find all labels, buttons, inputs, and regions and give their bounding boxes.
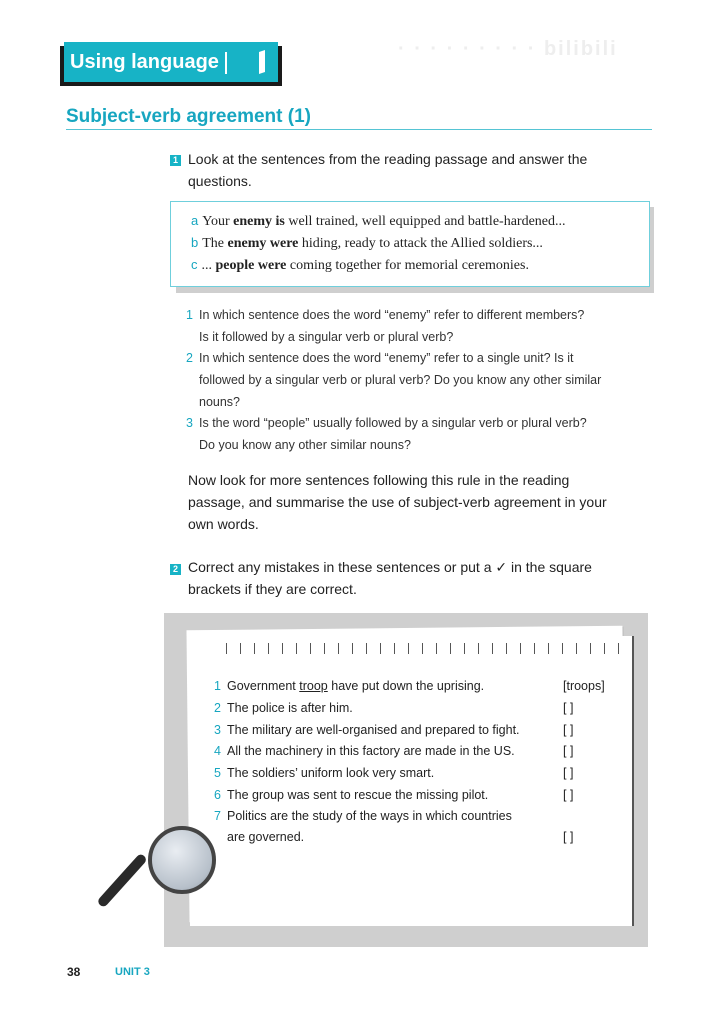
answer-bracket-6[interactable]: [ ] bbox=[563, 788, 574, 802]
answer-bracket-3[interactable]: [ ] bbox=[563, 723, 574, 737]
magnifier-handle bbox=[96, 853, 148, 909]
summary-line-1: Now look for more sentences following this rule in the reading bbox=[188, 472, 570, 488]
watermark: · · · · · · · · · bilibili bbox=[398, 38, 618, 60]
question-2-line-3: nouns? bbox=[199, 395, 241, 409]
exercise-item-2: 2 The police is after him. bbox=[214, 701, 353, 715]
banner-divider bbox=[225, 52, 227, 74]
page-number: 38 bbox=[67, 965, 81, 979]
task-2-instruction-2: brackets if they are correct. bbox=[188, 581, 357, 597]
summary-line-3: own words. bbox=[188, 516, 259, 532]
magnifying-glass-icon bbox=[148, 826, 216, 894]
exercise-item-4: 4 All the machinery in this factory are made in the US. bbox=[214, 744, 515, 758]
task-2-number: 2 bbox=[170, 564, 181, 575]
answer-bracket-1[interactable]: [troops] bbox=[563, 679, 605, 693]
answer-bracket-2[interactable]: [ ] bbox=[563, 701, 574, 715]
exercise-item-5: 5 The soldiers’ uniform look very smart. bbox=[214, 766, 435, 780]
section-banner bbox=[64, 42, 278, 82]
exercise-item-6: 6 The group was sent to rescue the missing pilot. bbox=[214, 788, 489, 802]
task-1-number: 1 bbox=[170, 155, 181, 166]
question-3-line-1: 3 Is the word “people” usually followed by a singular verb or plural verb? bbox=[186, 416, 587, 430]
answer-bracket-4[interactable]: [ ] bbox=[563, 744, 574, 758]
question-1-line-1: 1 In which sentence does the word “enemy” refer to different members? bbox=[186, 308, 585, 322]
section-title: Subject-verb agreement (1) bbox=[66, 106, 311, 127]
summary-line-2: passage, and summarise the use of subject-verb agreement in your bbox=[188, 494, 607, 510]
sentence-box bbox=[170, 201, 650, 287]
sentence-c: c ... people were coming together for memorial ceremonies. bbox=[191, 257, 529, 273]
question-3-line-2: Do you know any other similar nouns? bbox=[199, 438, 411, 452]
task-1-instruction-1: Look at the sentences from the reading passage and answer the bbox=[188, 151, 588, 167]
exercise-item-3: 3 The military are well-organised and prepared to fight. bbox=[214, 723, 520, 737]
task-1-instruction-2: questions. bbox=[188, 173, 252, 189]
exercise-item-7: 7 Politics are the study of the ways in which countries bbox=[214, 809, 512, 823]
notebook-binding bbox=[226, 643, 626, 655]
unit-label: UNIT 3 bbox=[115, 966, 150, 978]
question-1-line-2: Is it followed by a singular verb or plural verb? bbox=[199, 330, 454, 344]
pencil-icon bbox=[259, 50, 265, 74]
exercise-item-7-line-2: are governed. bbox=[227, 830, 305, 844]
answer-bracket-5[interactable]: [ ] bbox=[563, 766, 574, 780]
task-2-instruction-1: Correct any mistakes in these sentences or put a ✓ in the square bbox=[188, 559, 592, 575]
question-2-line-1: 2 In which sentence does the word “enemy” refer to a single unit? Is it bbox=[186, 351, 574, 365]
sentence-a: a Your enemy is well trained, well equipped and battle-hardened... bbox=[191, 213, 566, 229]
exercise-item-1: 1 Government troop have put down the uprising. bbox=[214, 679, 485, 693]
title-rule bbox=[66, 129, 652, 130]
sentence-b: b The enemy were hiding, ready to attack the Allied soldiers... bbox=[191, 235, 543, 251]
question-2-line-2: followed by a singular verb or plural verb? Do you know any other similar bbox=[199, 373, 602, 387]
banner-title: Using language bbox=[70, 51, 219, 73]
answer-bracket-7[interactable]: [ ] bbox=[563, 830, 574, 844]
